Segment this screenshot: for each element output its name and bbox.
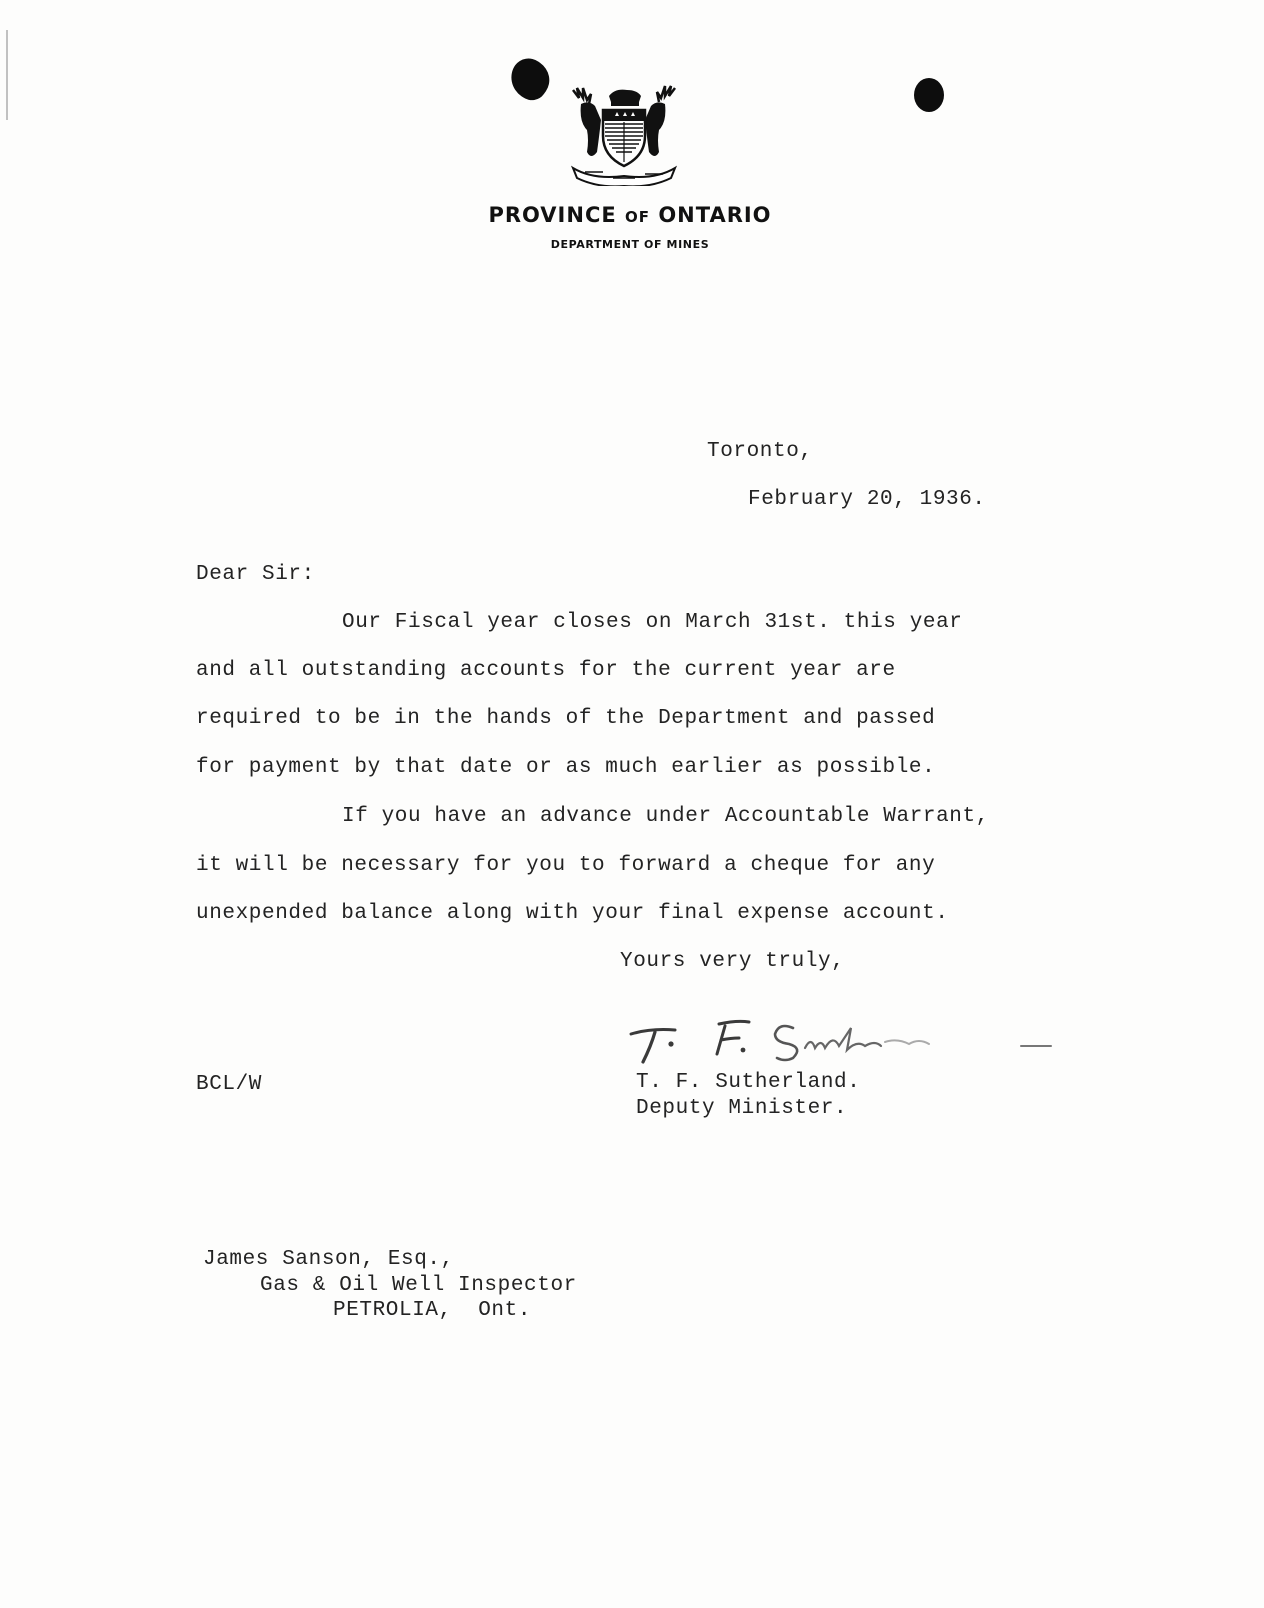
ink-blot-right — [914, 78, 944, 112]
letterhead-title — [420, 203, 840, 227]
recipient-name: James Sanson, Esq., — [203, 1248, 454, 1271]
signer-name: T. F. Sutherland. — [636, 1071, 861, 1094]
ontario-coat-of-arms-icon — [565, 82, 683, 186]
letterhead-title-of: OF — [625, 208, 651, 226]
letter-date: February 20, 1936. — [748, 488, 986, 511]
body-line: unexpended balance along with your final expense account. — [196, 902, 949, 925]
ink-blot-left — [503, 52, 558, 106]
recipient-title: Gas & Oil Well Inspector — [260, 1274, 577, 1297]
letterhead-department: DEPARTMENT OF MINES — [550, 238, 710, 251]
letterhead-title-ontario: ONTARIO — [658, 203, 772, 227]
body-line: Our Fiscal year closes on March 31st. this year — [342, 611, 963, 634]
recipient-location: PETROLIA, Ont. — [333, 1299, 532, 1322]
body-line: required to be in the hands of the Department and passed — [196, 707, 936, 730]
body-line: it will be necessary for you to forward a cheque for any — [196, 854, 936, 877]
handwritten-signature — [625, 1012, 1065, 1072]
signer-title: Deputy Minister. — [636, 1097, 848, 1120]
salutation: Dear Sir: — [196, 563, 315, 586]
closing: Yours very truly, — [620, 950, 845, 973]
body-line: If you have an advance under Accountable Warrant, — [342, 805, 989, 828]
left-edge-mark — [6, 30, 8, 120]
body-line: for payment by that date or as much earlier as possible. — [196, 756, 936, 779]
letter-place: Toronto, — [707, 440, 813, 463]
reference-initials: BCL/W — [196, 1073, 263, 1096]
body-line: and all outstanding accounts for the current year are — [196, 659, 896, 682]
letterhead-title-province: PROVINCE — [488, 203, 617, 227]
